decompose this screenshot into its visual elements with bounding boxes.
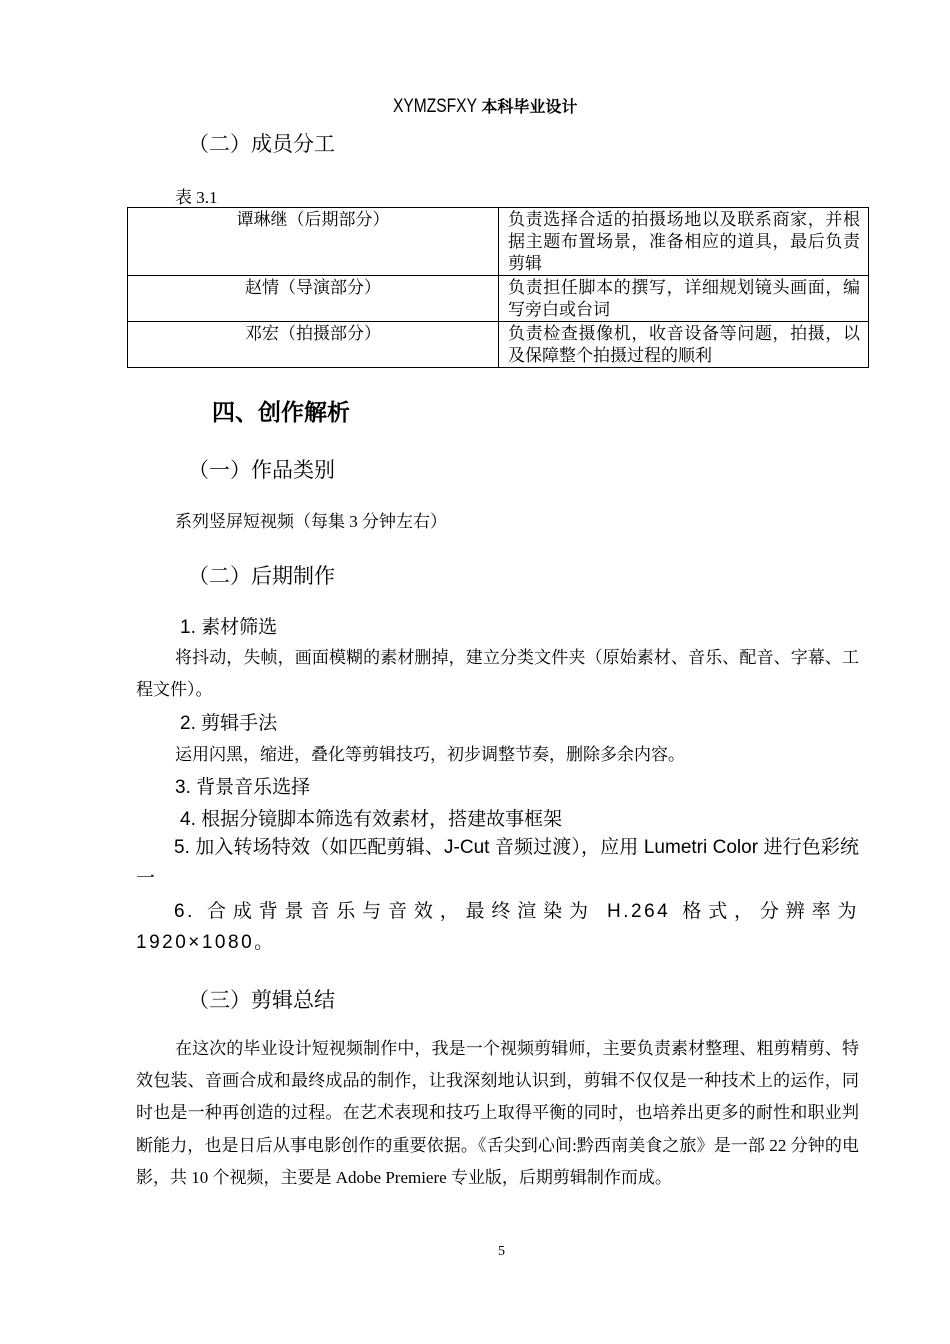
table-row <box>128 276 869 322</box>
table-row <box>128 208 869 276</box>
member-name: 邓宏（拍摄部分） <box>128 322 499 368</box>
step-2-text: 运用闪黑，缩进，叠化等剪辑技巧，初步调整节奏，删除多余内容。 <box>175 745 685 764</box>
member-duty: 负责选择合适的拍摄场地以及联系商家，并根据主题布置场景，准备相应的道具，最后负责剪辑 <box>499 208 869 276</box>
header-prefix: XYMZSFXY <box>393 96 477 117</box>
header-title: 本科毕业设计 <box>481 99 578 116</box>
summary-heading: （三）剪辑总结 <box>188 989 335 1012</box>
page-number: 5 <box>498 1244 505 1259</box>
member-name: 赵情（导演部分） <box>128 276 499 322</box>
step-3: 3. 背景音乐选择 <box>175 777 311 798</box>
table-caption: 表 3.1 <box>175 188 218 207</box>
step-2-label: 2. 剪辑手法 <box>180 713 278 734</box>
step-4: 4. 根据分镜脚本筛选有效素材，搭建故事框架 <box>180 809 563 830</box>
member-name: 谭琳继（后期部分） <box>128 208 499 276</box>
post-heading: （二）后期制作 <box>188 565 335 588</box>
members-table <box>127 207 869 368</box>
step-1-text: 将抖动，失帧，画面模糊的素材删掉，建立分类文件夹（原始素材、音乐、配音、字幕、工程文件）。 <box>136 648 859 699</box>
members-heading: （二）成员分工 <box>188 133 335 156</box>
step-5: 5. 加入转场特效（如匹配剪辑、J-Cut 音频过渡），应用 Lumetri Color 进行色彩统一 <box>136 837 859 889</box>
summary-text: 在这次的毕业设计短视频制作中，我是一个视频剪辑师，主要负责素材整理、粗剪精剪、特效包装、音画合成和最终成品的制作，让我深刻地认识到，剪辑不仅仅是一种技术上的运作，同时也是一种再创造的过程。在艺术表现和技巧上取得平衡的同时，也培养出更多的耐性和职业判断能力，也是日后从事电影创作的重要依据。《舌尖到心间:黔西南美食之旅》是一部 22 分钟的电影，共 10 个视频，主要是 Adobe Premiere 专业版，后期剪辑制作而成。 <box>136 1039 859 1187</box>
category-text: 系列竖屏短视频（每集 3 分钟左右） <box>175 512 447 531</box>
chapter-heading: 四、创作解析 <box>212 399 350 425</box>
step-1-label: 1. 素材筛选 <box>180 617 278 638</box>
page-header <box>393 94 577 118</box>
member-duty: 负责检查摄像机，收音设备等问题，拍摄，以及保障整个拍摄过程的顺利 <box>499 322 869 368</box>
member-duty: 负责担任脚本的撰写，详细规划镜头画面，编写旁白或台词 <box>499 276 869 322</box>
step-6: 6. 合成背景音乐与音效，最终渲染为 H.264 格式，分辨率为 1920×1080。 <box>136 901 859 953</box>
table-row <box>128 322 869 368</box>
category-heading: （一）作品类别 <box>188 459 335 482</box>
